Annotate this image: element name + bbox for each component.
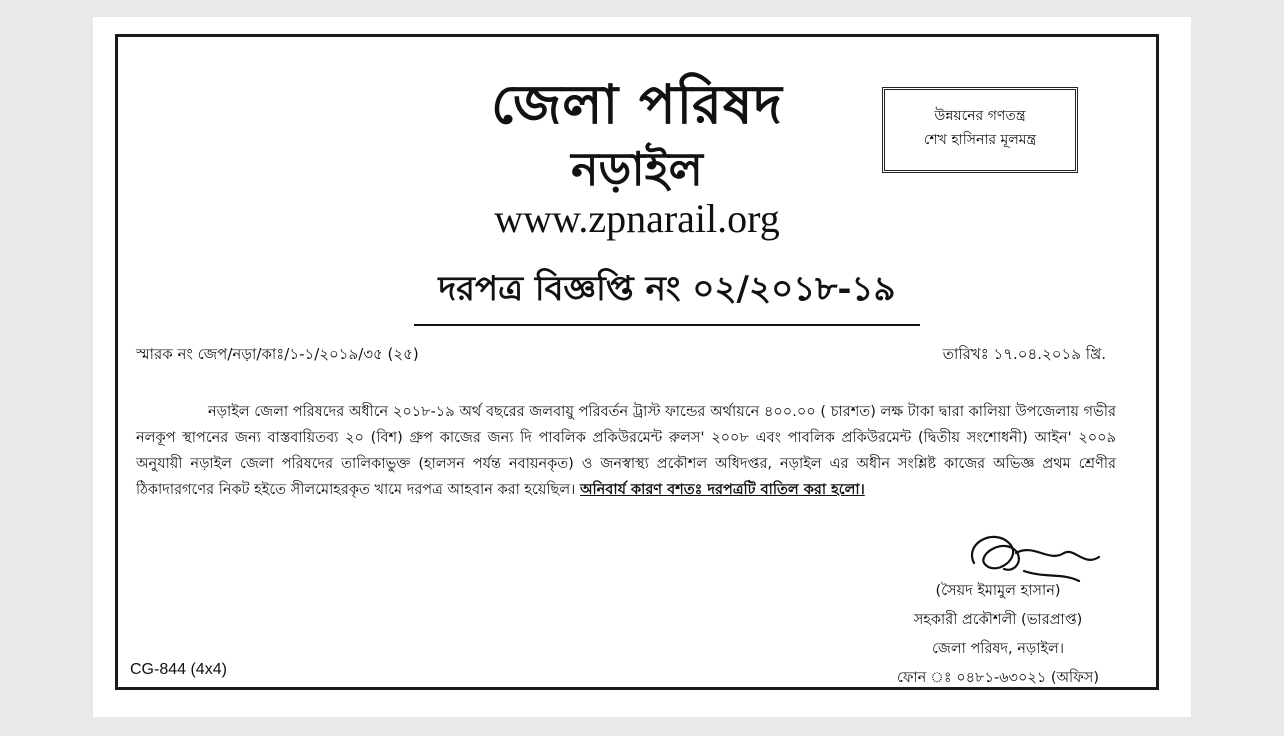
tender-notice-title: দরপত্র বিজ্ঞপ্তি নং ০২/২০১৮-১৯ xyxy=(414,263,920,326)
website-link[interactable]: www.zpnarail.org xyxy=(494,196,780,241)
ad-code: CG-844 (4x4) xyxy=(130,661,227,678)
notice-date: তারিখঃ ১৭.০৪.২০১৯ খ্রি. xyxy=(942,345,1106,363)
cancel-notice: অনিবার্য কারণ বশতঃ দরপত্রটি বাতিল করা হলো। xyxy=(579,482,865,498)
signatory-block xyxy=(838,577,1158,693)
slogan-line-1: উন্নয়নের গণতন্ত্র xyxy=(934,108,1026,124)
notice-paragraph: নড়াইল জেলা পরিষদের অধীনে ২০১৮-১৯ অর্থ বছরের জলবায়ু পরিবর্তন ট্রাস্ট ফান্ডের অর্থায়নে ৪০০.০০ ( চারশত) লক্ষ টাকা দ্বারা কালিয়া উপজেলায় গভীর নলকূপ স্থাপনের জন্য বাস্তবায়িতব্য ২০ (বিশ) গ্রুপ কাজের জন্য দি পাবলিক প্রকিউরমেন্ট রুলস' ২০০৮ এবং পাবলিক প্রকিউরমেন্ট (দ্বিতীয় সংশোধনী) আইন' ২০০৯ অনুযায়ী নড়াইল জেলা পরিষদের তালিকাভুক্ত (হালসন পর্যন্ত নবায়নকৃত) ও জনস্বাস্থ্য প্রকৌশল অধিদপ্তর, নড়াইল এর অধীন সংশ্লিষ্ট কাজের অভিজ্ঞ প্রথম শ্রেণীর ঠিকাদারগণের নিকট হইতে সীলমোহরকৃত খামে দরপত্র আহবান করা হয়েছিল। xyxy=(136,404,1116,498)
slogan-box xyxy=(882,87,1078,173)
signatory-name: (সৈয়দ ইমামুল হাসান) xyxy=(935,583,1061,599)
signatory-phone: ফোন ঃ ০৪৮১-৬৩০২১ (অফিস) xyxy=(896,670,1100,686)
signatory-office: জেলা পরিষদ, নড়াইল। xyxy=(931,641,1064,657)
signatory-designation: সহকারী প্রকৌশলী (ভারপ্রাপ্ত) xyxy=(913,612,1083,628)
memo-number: স্মারক নং জেপ/নড়া/কাঃ/১-১/২০১৯/৩৫ (২৫) xyxy=(136,345,419,363)
slogan-line-2: শেখ হাসিনার মূলমন্ত্র xyxy=(923,132,1037,148)
page-title: জেলা পরিষদ xyxy=(491,72,783,136)
notice-frame xyxy=(115,34,1159,690)
district-name: নড়াইল xyxy=(571,142,703,196)
notice-body xyxy=(136,399,1116,503)
